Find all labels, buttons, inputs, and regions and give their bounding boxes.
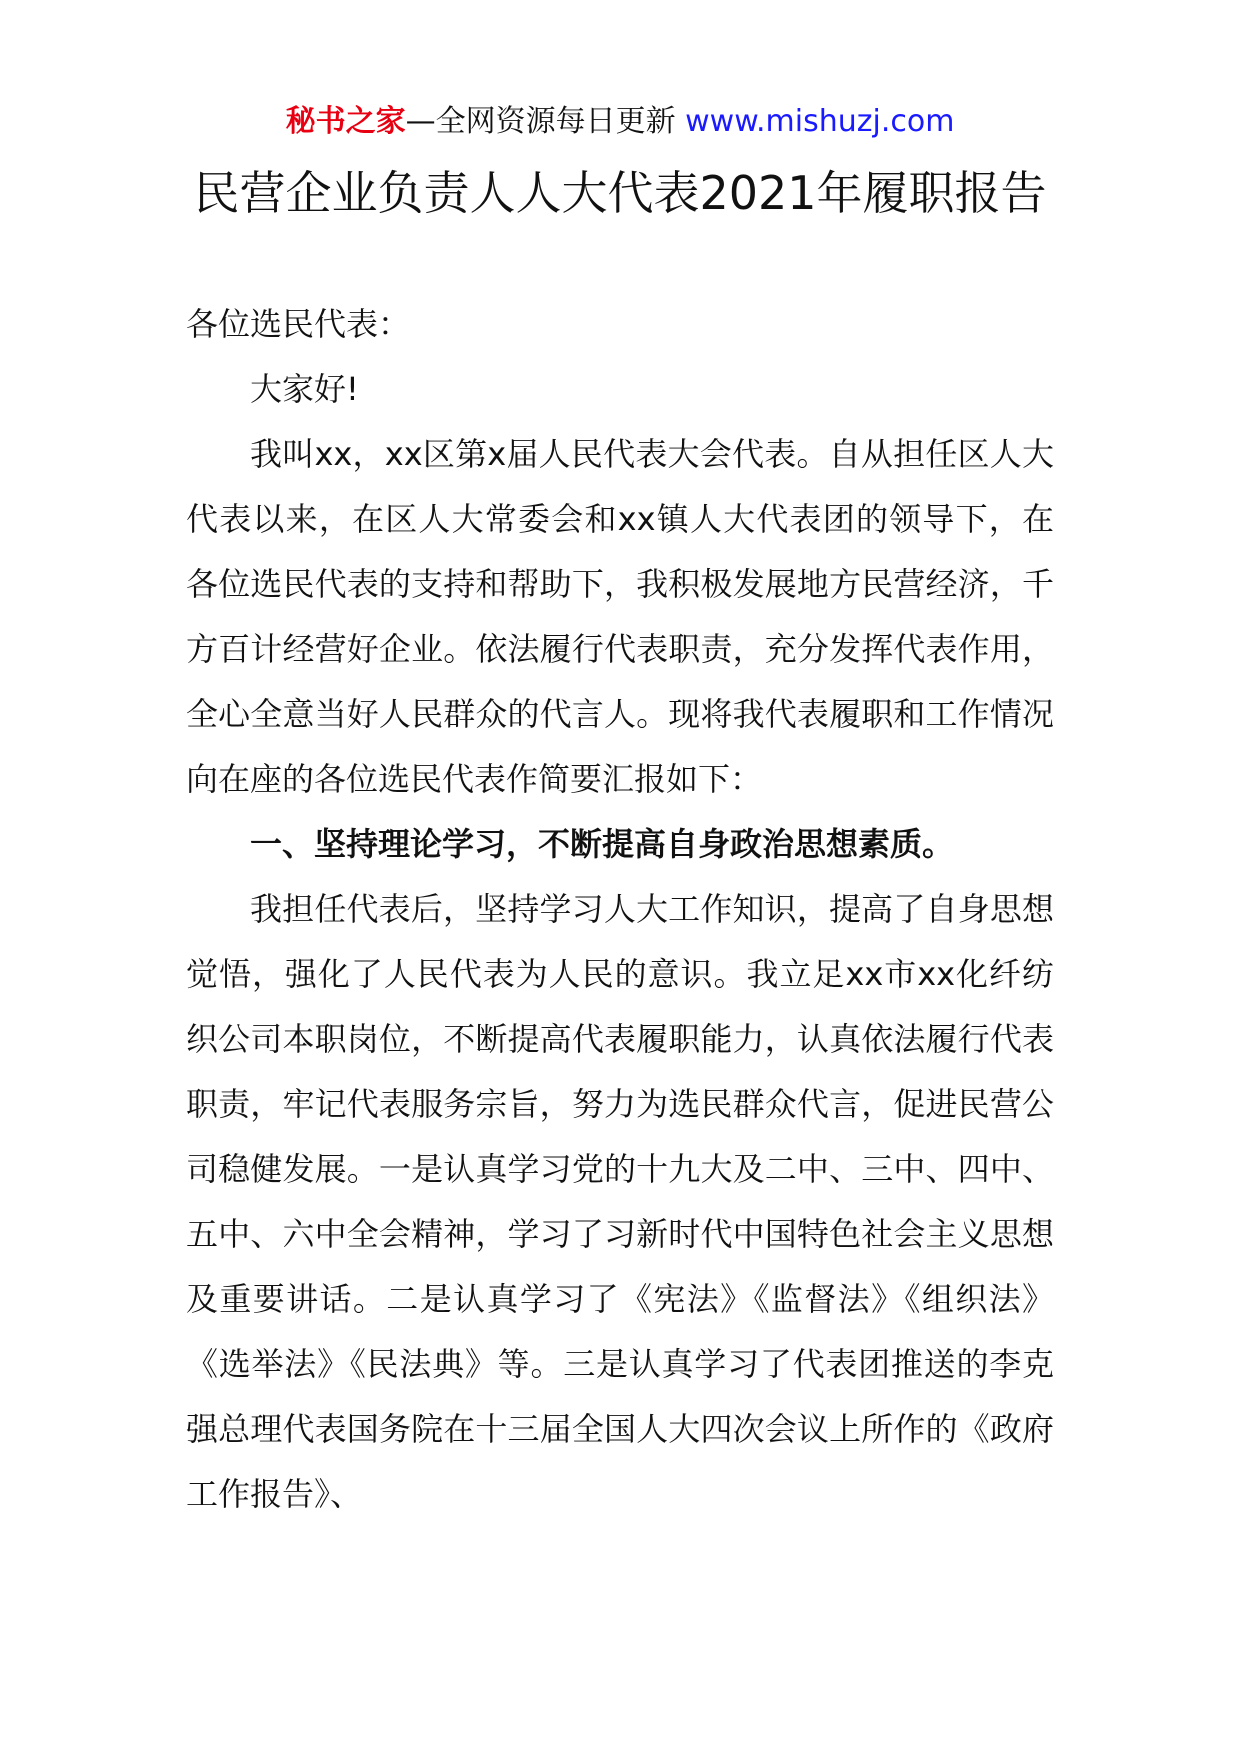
intro-paragraph: 我叫xx，xx区第x届人民代表大会代表。自从担任区人大代表以来，在区人大常委会和xx镇人大代表团的领导下，在各位选民代表的支持和帮助下，我积极发展地方民营经济，千方百计经营好企业。依法履行代表职责，充分发挥代表作用，全心全意当好人民群众的代言人。现将我代表履职和工作情况向在座的各位选民代表作简要汇报如下： — [186, 435, 1054, 798]
header-slogan: —全网资源每日更新 — [405, 104, 676, 139]
salutation: 各位选民代表： — [186, 305, 411, 343]
section-paragraph: 我担任代表后，坚持学习人大工作知识，提高了自身思想觉悟，强化了人民代表为人民的意识。我立足xx市xx化纤纺织公司本职岗位，不断提高代表履职能力，认真依法履行代表职责，牢记代表服务宗旨，努力为选民群众代言，促进民营公司稳健发展。一是认真学习党的十九大及二中、三中、四中、五中、六中全会精神，学习了习新时代中国特色社会主义思想及重要讲话。二是认真学习了《宪法》《监督法》《组织法》《选举法》《民法典》等。三是认真学习了代表团推送的李克强总理代表国务院在十三届全国人大四次会议上所作的《政府工作报告》、 — [186, 890, 1054, 1513]
website-link[interactable]: www.mishuzj.com — [685, 104, 955, 139]
greeting: 大家好! — [250, 370, 359, 408]
document-title: 民营企业负责人人大代表2021年履职报告 — [193, 166, 1047, 220]
brand-name: 秘书之家 — [285, 104, 406, 139]
document-body — [186, 292, 1054, 1527]
header-banner — [0, 100, 1240, 144]
section-heading: 一、坚持理论学习，不断提高自身政治思想素质。 — [250, 825, 955, 863]
